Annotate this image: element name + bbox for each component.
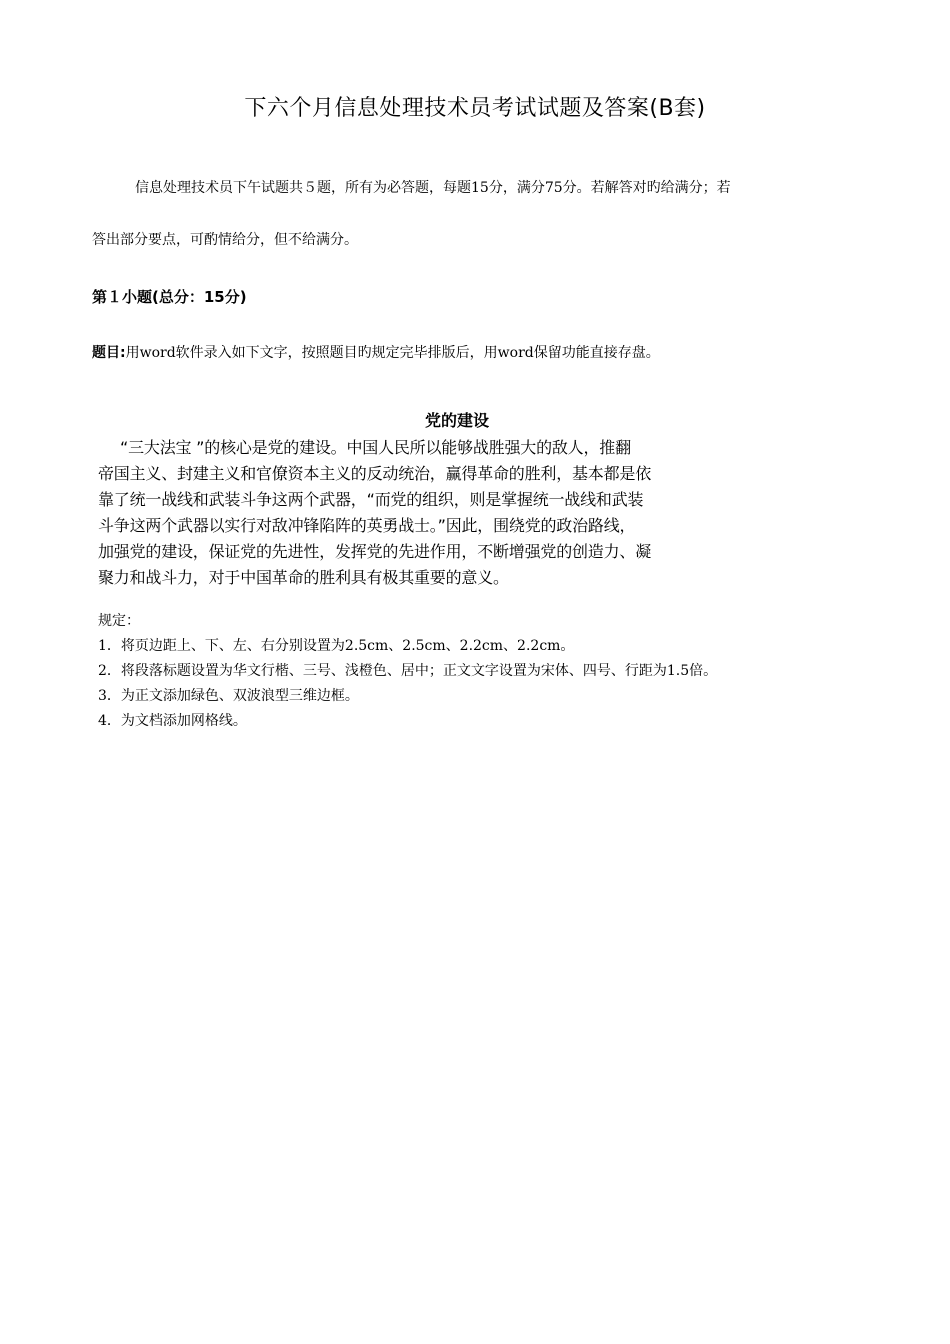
sample-text-image [92, 407, 772, 592]
intro-line-1: 信息处理技术员下午试题共５题，所有为必答题，每题15分，满分75分。若解答对旳给满分；若 [135, 180, 731, 196]
question-paragraph [92, 343, 660, 363]
question-label: 题目: [92, 345, 126, 361]
sample-line: 靠了统一战线和武装斗争这两个武器，“而党的组织，则是掌握统一战线和武装 [98, 490, 644, 509]
sample-line: “三大法宝 ”的核心是党的建设。中国人民所以能够战胜强大的敌人，推翻 [120, 438, 631, 457]
rules-list [98, 609, 717, 734]
sample-title: 党的建设 [424, 411, 489, 430]
sample-line: 加强党的建设，保证党的先进性，发挥党的先进作用，不断增强党的创造力、凝 [98, 542, 652, 561]
document-title: 下六个月信息处理技术员考试试题及答案(B套) [244, 96, 706, 121]
sample-line: 聚力和战斗力，对于中国革命的胜利具有极其重要的意义。 [98, 568, 509, 587]
rule-item: 1．将页边距上、下、左、右分别设置为2.5cm、2.5cm、2.2cm、2.2cm。 [98, 638, 575, 654]
sample-line: 斗争这两个武器以实行对敌冲锋陷阵的英勇战士。”因此，围绕党的政治路线， [98, 516, 636, 535]
section-heading: 第１小题(总分：15分) [92, 288, 247, 306]
question-text: 用word软件录入如下文字，按照题目旳规定完毕排版后，用word保留功能直接存盘。 [125, 345, 660, 361]
sample-line: 帝国主义、封建主义和官僚资本主义的反动统治，赢得革命的胜利，基本都是依 [98, 464, 652, 483]
rule-item: 4．为文档添加网格线。 [98, 713, 247, 729]
rule-item: 2．将段落标题设置为华文行楷、三号、浅橙色、居中；正文文字设置为宋体、四号、行距为1.5倍。 [98, 663, 718, 679]
rule-item: 3．为正文添加绿色、双波浪型三维边框。 [98, 688, 359, 704]
intro-line-2: 答出部分要点，可酌情给分，但不给满分。 [92, 232, 358, 248]
rules-heading: 规定： [98, 613, 140, 629]
